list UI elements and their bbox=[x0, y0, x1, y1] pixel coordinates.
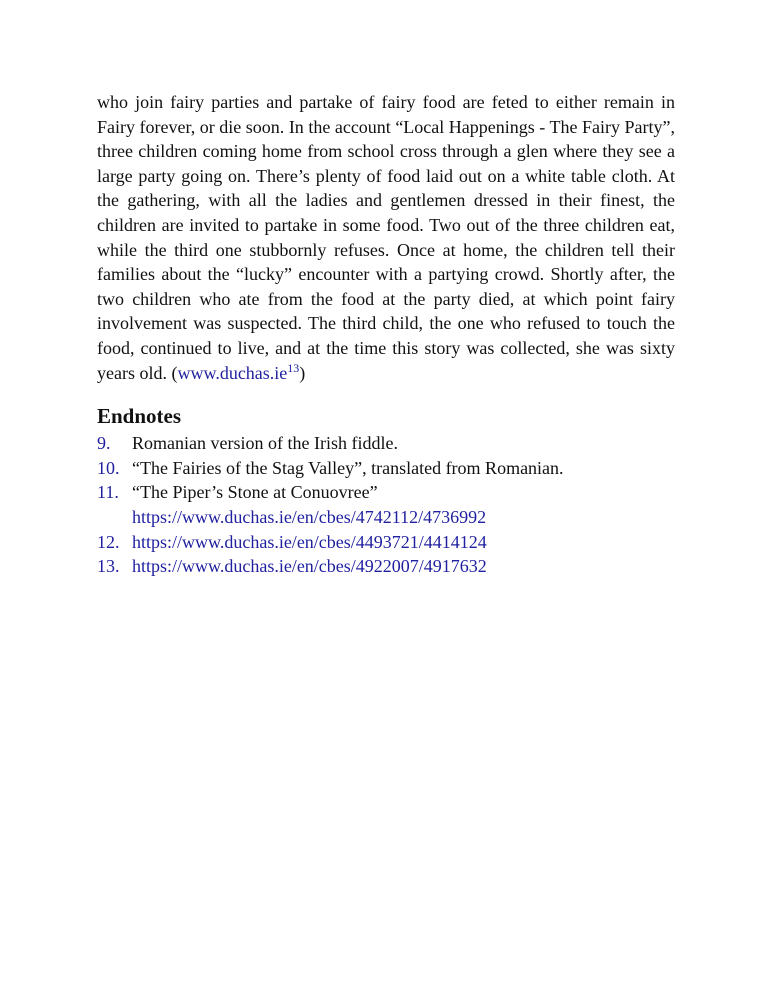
endnote-url-link[interactable]: https://www.duchas.ie/en/cbes/4922007/4917632 bbox=[132, 556, 487, 577]
body-paragraph bbox=[97, 90, 675, 385]
endnote-text: “The Piper’s Stone at Conuovree” bbox=[132, 482, 378, 503]
endnote-url-link[interactable]: https://www.duchas.ie/en/cbes/4493721/4414124 bbox=[132, 531, 487, 552]
endnote-item bbox=[97, 530, 675, 555]
paragraph-text: who join fairy parties and partake of fairy food are feted to either remain in Fairy forever, or die soon. In the account “Local Happenings - The Fairy Party”, three children coming home from school cross through a glen where they see a large party going on. There’s plenty of food laid out on a white table cloth. At the gathering, with all the ladies and gentlemen dressed in their finest, the children are invited to partake in some food. Two out of the three children eat, while the third one stubbornly refuses. Once at home, the children tell their families about the “lucky” encounter with a partying crowd. Shortly after, the two children who ate from the food at the party died, at which point fairy involvement was suspected. The third child, the one who refused to touch the food, continued to live, and at the time this story was collected, she was sixty years old. ( bbox=[97, 92, 675, 383]
endnote-number[interactable]: 13. bbox=[97, 556, 120, 577]
endnotes-heading: Endnotes bbox=[97, 404, 182, 429]
endnotes-list bbox=[97, 431, 675, 579]
endnote-number[interactable]: 9. bbox=[97, 433, 111, 454]
paragraph-closing: ) bbox=[299, 362, 306, 383]
endnote-url-link[interactable]: https://www.duchas.ie/en/cbes/4742112/4736992 bbox=[132, 506, 487, 527]
endnote-number[interactable]: 12. bbox=[97, 531, 120, 552]
endnote-ref-13[interactable]: 13 bbox=[287, 360, 300, 375]
endnote-text: “The Fairies of the Stag Valley”, translated from Romanian. bbox=[132, 457, 564, 478]
endnote-text: Romanian version of the Irish fiddle. bbox=[132, 433, 398, 454]
endnote-number[interactable]: 11. bbox=[97, 482, 119, 503]
endnote-item bbox=[97, 554, 675, 579]
endnote-item bbox=[97, 431, 675, 456]
endnote-item bbox=[97, 480, 675, 529]
document-page bbox=[97, 90, 675, 579]
endnote-item bbox=[97, 456, 675, 481]
endnote-number[interactable]: 10. bbox=[97, 457, 120, 478]
duchas-link[interactable]: www.duchas.ie bbox=[177, 362, 288, 383]
